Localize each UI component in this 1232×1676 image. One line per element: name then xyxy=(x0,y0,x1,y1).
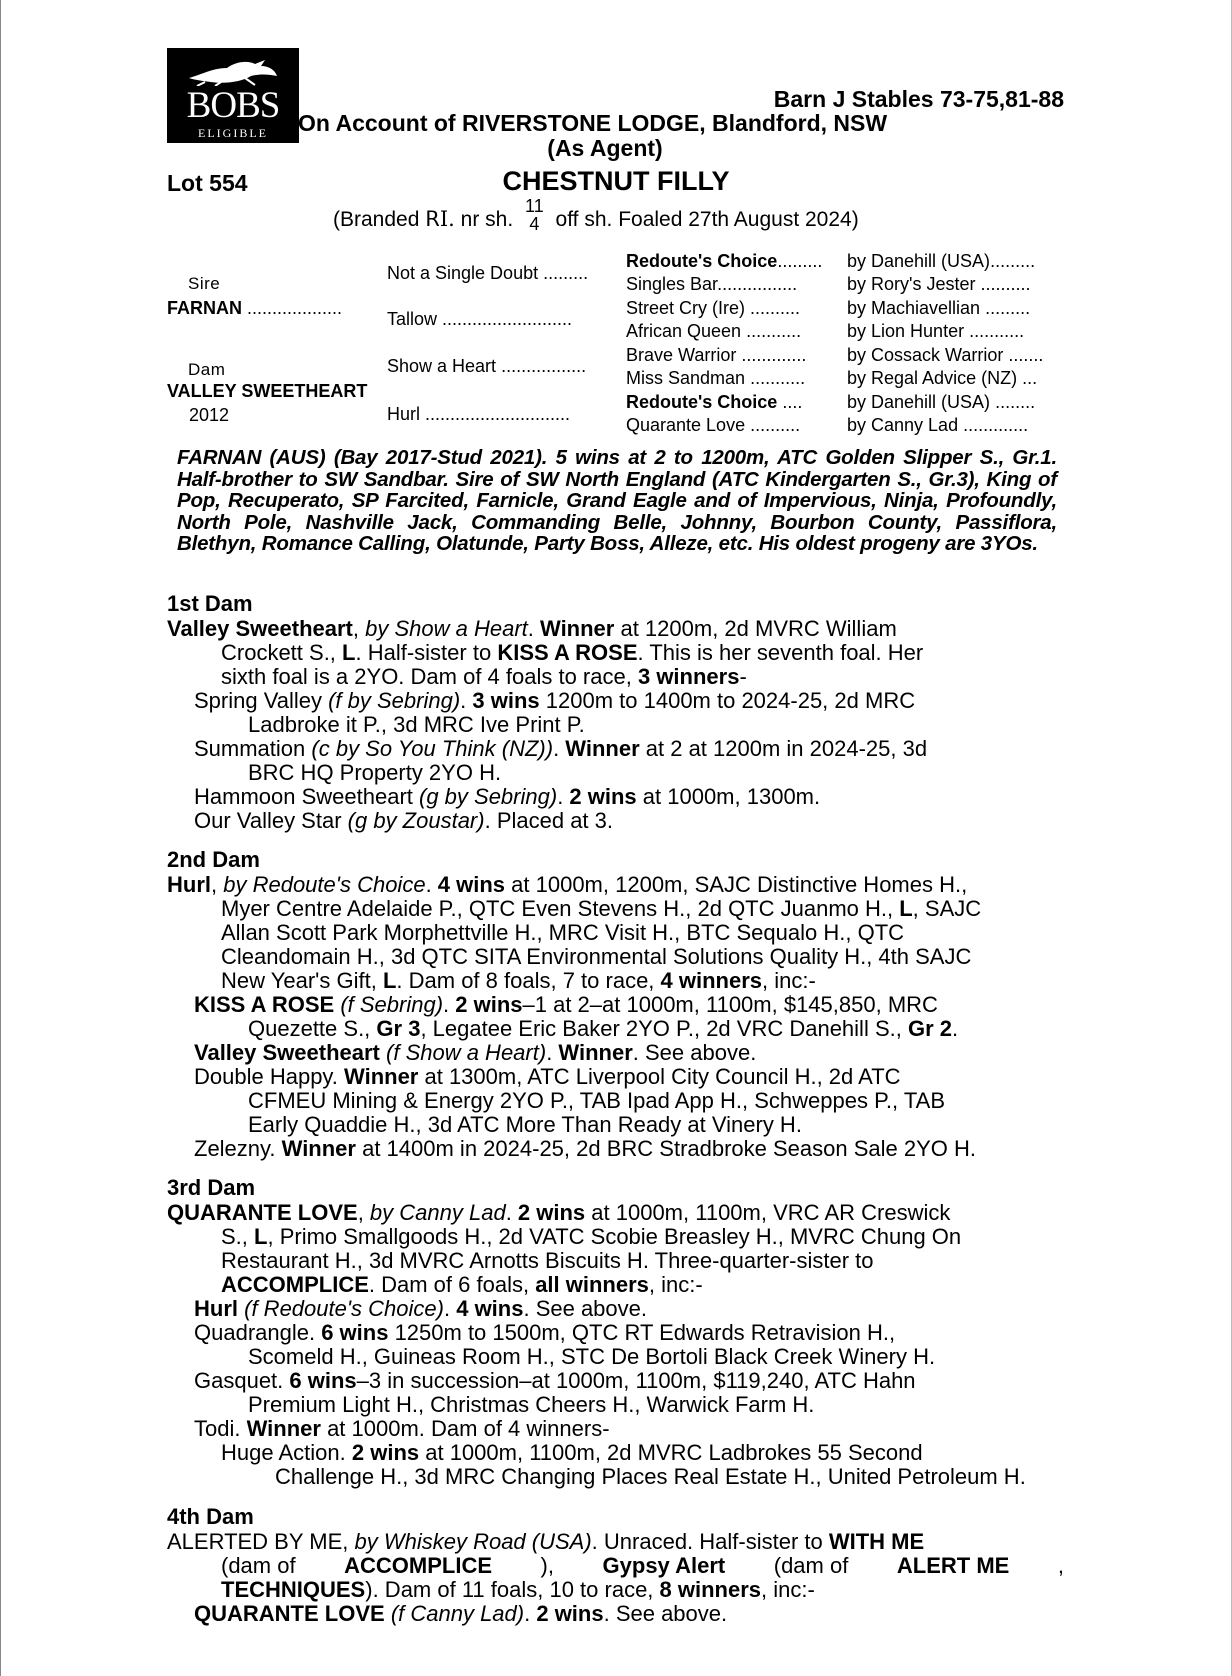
dam4-text-2d: , xyxy=(1057,1553,1064,1578)
dam-dam-text: Hurl xyxy=(387,404,421,424)
progeny-wins: 4 wins xyxy=(456,1296,524,1321)
barn-location: Barn J Stables 73-75,81-88 xyxy=(773,86,1064,112)
dam1-text-1: at 1200m, 2d MVRC William xyxy=(614,616,897,641)
dam2-text-2a: Myer Centre Adelaide P., QTC Even Stevens H., 2d QTC Juanmo H., xyxy=(221,896,900,921)
progeny-wins: 6 wins xyxy=(289,1368,357,1393)
brand-foaled: off sh. Foaled 27th August 2024) xyxy=(555,208,859,231)
progeny-name: Spring Valley xyxy=(194,688,329,713)
ped-g2-2: Singles Bar................ xyxy=(626,274,798,294)
ped-g3-1-text: by Danehill (USA) xyxy=(847,251,991,271)
sire-dam-text: Tallow xyxy=(387,309,438,329)
progeny-text: at 1000m. Dam of 4 winners- xyxy=(320,1416,610,1441)
ped-g3-6: by Regal Advice (NZ) ... xyxy=(847,368,1038,388)
progeny-text: . See above. xyxy=(632,1040,757,1065)
dam3-line-2 xyxy=(221,1225,961,1249)
sire-sire: Not a Single Doubt ......... xyxy=(387,263,589,283)
dam1-sire: by Show a Heart xyxy=(365,616,528,641)
dam4-with-me: WITH ME xyxy=(828,1529,925,1554)
dam1-line-3 xyxy=(221,665,747,689)
dam1-winner: Winner xyxy=(540,616,615,641)
dam2-progeny-3 xyxy=(194,1065,901,1089)
dam4-line-3 xyxy=(221,1578,815,1602)
progeny-name: QUARANTE LOVE xyxy=(194,1601,385,1626)
ped-g3-5: by Cossack Warrior ....... xyxy=(847,345,1044,365)
ped-g2-7-text: Redoute's Choice xyxy=(626,392,778,412)
dam3-line-4 xyxy=(221,1273,703,1297)
progeny-sire: (c by So You Think (NZ)) xyxy=(311,736,554,761)
dam1-progeny-3: Hammoon Sweetheart (g by Sebring). 2 wins at 1000m, 1300m. xyxy=(194,784,821,809)
dam3-grandprogeny-1-cont: Challenge H., 3d MRC Changing Places Real Estate H., United Petroleum H. xyxy=(275,1464,1026,1489)
dam4-text-3a: ). Dam of 11 foals, 10 to race, xyxy=(365,1577,660,1602)
brand-prefix: (Branded xyxy=(333,208,420,231)
progeny-sire: (g by Zoustar) xyxy=(347,808,485,833)
ped-g2-6-text: Miss Sandman xyxy=(626,368,746,388)
sire-name-text: FARNAN xyxy=(167,298,242,318)
dam3-line-3: Restaurant H., 3d MVRC Arnotts Biscuits H. Three-quarter-sister to xyxy=(221,1248,874,1273)
dam3-text-4a: . Dam of 6 foals, xyxy=(368,1272,536,1297)
section-2nd-dam: 2nd Dam xyxy=(167,847,260,872)
dam2-name: Hurl xyxy=(167,872,211,897)
dam2-progeny-4 xyxy=(194,1137,976,1161)
dam4-sire: by Whiskey Road (USA) xyxy=(354,1529,592,1554)
dam-sire: Show a Heart ................. xyxy=(387,356,587,376)
dam3-progeny-2-cont: Scomeld H., Guineas Room H., STC De Bortoli Black Creek Winery H. xyxy=(248,1344,936,1369)
dam-sire-text: Show a Heart xyxy=(387,356,497,376)
dam2-sire: by Redoute's Choice xyxy=(223,872,426,897)
dam1-text-4: . This is her seventh foal. Her xyxy=(637,640,924,665)
progeny-winner: Winner xyxy=(558,1040,633,1065)
progeny-text: 1250m to 1500m, QTC RT Edwards Retravision H., xyxy=(388,1320,896,1345)
dam4-text-1: . Unraced. Half-sister to xyxy=(591,1529,829,1554)
progeny-name: Quadrangle. xyxy=(194,1320,322,1345)
ped-g2-8-text: Quarante Love xyxy=(626,415,746,435)
dam2-line-3: Allan Scott Park Morphettville H., MRC Visit H., BTC Sequalo H., QTC xyxy=(221,920,905,945)
dam1-progeny-2-cont: BRC HQ Property 2YO H. xyxy=(248,760,502,785)
brand-number-top: 11 xyxy=(525,196,544,217)
progeny-wins: 2 wins xyxy=(536,1601,604,1626)
progeny-text: at 1000m, 1300m. xyxy=(636,784,821,809)
dam-name xyxy=(167,380,367,402)
dam2-progeny-3-cont-1: CFMEU Mining & Energy 2YO P., TAB Ipad App H., Schweppes P., TAB xyxy=(248,1088,946,1113)
dam1-progeny-2: Summation (c by So You Think (NZ)). Winner at 2 at 1200m in 2024-25, 3d xyxy=(194,736,928,761)
ped-g3-4: by Lion Hunter ........... xyxy=(847,321,1025,341)
dam1-listed: L xyxy=(342,640,356,665)
progeny-wins: 2 wins xyxy=(351,1440,420,1465)
dam3-name: QUARANTE LOVE xyxy=(167,1200,358,1225)
dam1-progeny-1-cont: Ladbroke it P., 3d MRC Ive Print P. xyxy=(248,712,585,737)
progeny-sire: (f Show a Heart) xyxy=(386,1040,547,1065)
dam2-line-2 xyxy=(221,897,981,921)
section-1st-dam: 1st Dam xyxy=(167,591,253,616)
bobs-eligible-logo xyxy=(167,48,299,143)
progeny-name: KISS A ROSE xyxy=(194,992,335,1017)
progeny-wins: 6 wins xyxy=(321,1320,389,1345)
dam3-progeny-2 xyxy=(194,1321,895,1345)
sire-summary: FARNAN (AUS) (Bay 2017-Stud 2021). 5 wins at 2 to 1200m, ATC Golden Slipper S., Gr.1. Half-brother to SW Sandbar. Sire of SW North England (ATC Kindergarten S., Gr.3), King of Pop, Recuperato, SP Farcited, Farnicle, Grand Eagle and of Impervious, Ninja, Profoundly, North Pole, Nashville Jack, Commanding Belle, Johnny, Bourbon County, Passiflora, Blethyn, Romance Calling, Olatunde, Party Boss, Alleze, etc. His oldest progeny are 3YOs. xyxy=(177,446,1057,555)
dam4-techniques: TECHNIQUES xyxy=(221,1577,366,1602)
dam4-text-3b: , inc:- xyxy=(761,1577,815,1602)
dam3-text-1: at 1000m, 1100m, VRC AR Creswick xyxy=(585,1200,951,1225)
progeny-text: at 2 at 1200m in 2024-25, 3d xyxy=(639,736,928,761)
progeny-text: at 1400m in 2024-25, 2d BRC Stradbroke Season Sale 2YO H. xyxy=(355,1136,977,1161)
dam3-progeny-1: Hurl (f Redoute's Choice). 4 wins. See above. xyxy=(194,1296,648,1321)
ped-g3-6-text: by Regal Advice (NZ) xyxy=(847,368,1018,388)
dam3-line-1: QUARANTE LOVE, by Canny Lad. 2 wins at 1000m, 1100m, VRC AR Creswick xyxy=(167,1200,951,1225)
ped-g3-5-text: by Cossack Warrior xyxy=(847,345,1004,365)
dam1-text-3: . Half-sister to xyxy=(355,640,498,665)
dam2-winners: 4 winners xyxy=(660,968,763,993)
progeny-name: Summation xyxy=(194,736,312,761)
dam2-text-1: at 1000m, 1200m, SAJC Distinctive Homes H., xyxy=(505,872,968,897)
progeny-sire: (f Canny Lad) xyxy=(390,1601,525,1626)
racehorse-icon xyxy=(185,56,281,86)
ped-g3-1: by Danehill (USA)......... xyxy=(847,251,1036,271)
dam2-line-5 xyxy=(221,969,816,993)
ped-g3-4-text: by Lion Hunter xyxy=(847,321,965,341)
progeny-text: Quezette S., xyxy=(248,1016,377,1041)
dam-name-text: VALLEY SWEETHEART xyxy=(167,381,368,401)
dam3-grandprogeny-1 xyxy=(221,1441,923,1465)
dam4-text-2c: (dam of xyxy=(773,1553,849,1578)
progeny-winner: Winner xyxy=(246,1416,321,1441)
progeny-text: , Legatee Eric Baker 2YO P., 2d VRC Danehill S., xyxy=(420,1016,908,1041)
brand-near-shoulder: nr sh. xyxy=(460,208,514,231)
dam3-sire: by Canny Lad xyxy=(369,1200,506,1225)
ped-g3-3: by Machiavellian ......... xyxy=(847,298,1031,318)
dam1-halfsister: KISS A ROSE xyxy=(497,640,638,665)
logo-word: BOBS xyxy=(186,85,280,126)
dam2-progeny-3-cont-2: Early Quaddie H., 3d ATC More Than Ready at Vinery H. xyxy=(248,1112,802,1137)
group-2: Gr 2 xyxy=(907,1016,952,1041)
dam4-accomplice: ACCOMPLICE xyxy=(344,1553,493,1578)
dam4-gypsy-alert: Gypsy Alert xyxy=(602,1553,726,1578)
progeny-text: 1200m to 1400m to 2024-25, 2d MRC xyxy=(539,688,916,713)
dam2-listed-2: L xyxy=(382,968,397,993)
dam2-progeny-2: Valley Sweetheart (f Show a Heart). Winner. See above. xyxy=(194,1040,757,1065)
progeny-text: . See above. xyxy=(523,1296,648,1321)
progeny-text: . xyxy=(951,1016,959,1041)
progeny-text: –1 at 2–at 1000m, 1100m, $145,850, MRC xyxy=(522,992,938,1017)
ped-g3-8-text: by Canny Lad xyxy=(847,415,959,435)
dam2-wins: 4 wins xyxy=(437,872,506,897)
progeny-winner: Winner xyxy=(565,736,640,761)
vendor-agent: (As Agent) xyxy=(547,135,663,161)
dam1-winners: 3 winners xyxy=(637,664,740,689)
dam1-progeny-4 xyxy=(194,809,613,833)
dam4-progeny-1: QUARANTE LOVE (f Canny Lad). 2 wins. See above. xyxy=(194,1601,728,1626)
ped-g3-2: by Rory's Jester .......... xyxy=(847,274,1031,294)
dam3-progeny-3 xyxy=(194,1369,916,1393)
dam3-all-winners: all winners xyxy=(535,1272,649,1297)
progeny-text: at 1000m, 1100m, 2d MVRC Ladbrokes 55 Second xyxy=(419,1440,923,1465)
sire-dam: Tallow .......................... xyxy=(387,309,573,329)
dam3-text-4b: , inc:- xyxy=(648,1272,703,1297)
dam2-line-1: Hurl, by Redoute's Choice. 4 wins at 1000m, 1200m, SAJC Distinctive Homes H., xyxy=(167,872,968,897)
dam3-accomplice: ACCOMPLICE xyxy=(221,1272,369,1297)
dam2-text-5c: , inc:- xyxy=(762,968,816,993)
progeny-sire: (f by Sebring) xyxy=(328,688,461,713)
progeny-name: Double Happy. xyxy=(194,1064,345,1089)
ped-g2-4-text: African Queen xyxy=(626,321,742,341)
progeny-text: –3 in succession–at 1000m, 1100m, $119,240, ATC Hahn xyxy=(356,1368,916,1393)
dam3-listed: L xyxy=(254,1224,268,1249)
dam2-progeny-1-cont xyxy=(248,1017,958,1041)
dam4-text-2b: ), xyxy=(540,1553,554,1578)
dam3-wins: 2 wins xyxy=(517,1200,586,1225)
ped-g2-3-text: Street Cry (Ire) xyxy=(626,298,746,318)
ped-g2-6: Miss Sandman ........... xyxy=(626,368,806,388)
dam1-progeny-1: Spring Valley (f by Sebring). 3 wins 1200m to 1400m to 2024-25, 2d MRC xyxy=(194,688,916,713)
dam4-winners: 8 winners xyxy=(659,1577,762,1602)
dam4-text-2a: (dam of xyxy=(221,1553,296,1578)
group-3: Gr 3 xyxy=(376,1016,421,1041)
progeny-winner: Winner xyxy=(344,1064,419,1089)
sire-sire-text: Not a Single Doubt xyxy=(387,263,539,283)
brand-number-bottom: 4 xyxy=(529,214,540,235)
progeny-wins: 3 wins xyxy=(472,688,540,713)
ped-g2-4: African Queen ........... xyxy=(626,321,802,341)
progeny-winner: Winner xyxy=(281,1136,356,1161)
ped-g2-1: Redoute's Choice......... xyxy=(626,251,823,271)
progeny-sire: (f Redoute's Choice) xyxy=(244,1296,444,1321)
horse-description: CHESTNUT FILLY xyxy=(502,166,730,196)
progeny-name: Hammoon Sweetheart xyxy=(194,784,419,809)
progeny-name: Zelezny. xyxy=(194,1136,282,1161)
progeny-name: Hurl xyxy=(194,1296,238,1321)
dam4-line-1: ALERTED BY ME, by Whiskey Road (USA). Unraced. Half-sister to WITH ME xyxy=(167,1529,925,1554)
dam4-name: ALERTED BY ME xyxy=(167,1529,343,1554)
dam4-alert-me: ALERT ME xyxy=(896,1553,1010,1578)
sire-name: FARNAN ................... xyxy=(167,298,343,318)
progeny-text: . See above. xyxy=(603,1601,728,1626)
ped-g2-2-text: Singles Bar xyxy=(626,274,718,294)
dam1-line-1: Valley Sweetheart, by Show a Heart. Winner at 1200m, 2d MVRC William xyxy=(167,616,897,641)
ped-g2-8: Quarante Love .......... xyxy=(626,415,801,435)
dam1-text-5: sixth foal is a 2YO. Dam of 4 foals to race, xyxy=(221,664,638,689)
dam1-line-2 xyxy=(221,641,923,665)
dam3-text-2a: S., xyxy=(221,1224,255,1249)
progeny-name: Huge Action. xyxy=(221,1440,352,1465)
dam-year: 2012 xyxy=(189,405,230,425)
ped-g3-8: by Canny Lad ............. xyxy=(847,415,1029,435)
dam2-text-2b: , SAJC xyxy=(912,896,982,921)
dam-dam: Hurl ............................. xyxy=(387,404,571,424)
dam3-progeny-3-cont: Premium Light H., Christmas Cheers H., Warwick Farm H. xyxy=(248,1392,815,1417)
ped-g3-2-text: by Rory's Jester xyxy=(847,274,976,294)
dam2-progeny-1: KISS A ROSE (f Sebring). 2 wins–1 at 2–at 1000m, 1100m, $145,850, MRC xyxy=(194,992,938,1017)
dam2-text-5b: . Dam of 8 foals, 7 to race, xyxy=(396,968,661,993)
progeny-name: Our Valley Star xyxy=(194,808,348,833)
brand-number xyxy=(525,197,544,233)
dam2-line-4: Cleandomain H., 3d QTC SITA Environmental Solutions Quality H., 4th SAJC xyxy=(221,944,972,969)
dam1-name: Valley Sweetheart xyxy=(167,616,353,641)
ped-g2-5-text: Brave Warrior xyxy=(626,345,737,365)
section-4th-dam: 4th Dam xyxy=(167,1504,254,1529)
ped-g2-7: Redoute's Choice .... xyxy=(626,392,803,412)
progeny-text: at 1300m, ATC Liverpool City Council H., 2d ATC xyxy=(418,1064,901,1089)
ped-g2-3: Street Cry (Ire) .......... xyxy=(626,298,801,318)
dam1-text-2: Crockett S., xyxy=(221,640,343,665)
progeny-name: Todi. xyxy=(194,1416,247,1441)
progeny-name: Gasquet. xyxy=(194,1368,290,1393)
ped-g3-7-text: by Danehill (USA) xyxy=(847,392,991,412)
dam3-progeny-4 xyxy=(194,1417,610,1441)
progeny-sire: (f Sebring) xyxy=(340,992,444,1017)
ped-g2-1-text: Redoute's Choice xyxy=(626,251,778,271)
progeny-name: Valley Sweetheart xyxy=(194,1040,380,1065)
ped-g3-7: by Danehill (USA) ........ xyxy=(847,392,1036,412)
logo-subtitle: ELIGIBLE xyxy=(198,126,268,140)
progeny-text: . Placed at 3. xyxy=(484,808,614,833)
dam-label: Dam xyxy=(188,360,226,379)
dam1-text-6: - xyxy=(739,664,747,689)
brand-info xyxy=(333,196,859,235)
lot-number: Lot 554 xyxy=(167,170,248,196)
dam2-text-5a: New Year's Gift, xyxy=(221,968,383,993)
dam3-text-2b: , Primo Smallgoods H., 2d VATC Scobie Breasley H., MVRC Chung On xyxy=(267,1224,962,1249)
vendor-account: On Account of RIVERSTONE LODGE, Blandford, NSW xyxy=(298,110,888,136)
section-3rd-dam: 3rd Dam xyxy=(167,1175,256,1200)
ped-g3-3-text: by Machiavellian xyxy=(847,298,981,318)
progeny-sire: (g by Sebring) xyxy=(419,784,558,809)
sire-label: Sire xyxy=(188,274,221,293)
ped-g2-5: Brave Warrior ............. xyxy=(626,345,807,365)
dam2-listed-1: L xyxy=(899,896,913,921)
dam4-line-2 xyxy=(221,1554,1064,1578)
brand-mark: ꓣI. xyxy=(425,207,455,231)
progeny-wins: 2 wins xyxy=(455,992,523,1017)
progeny-wins: 2 wins xyxy=(569,784,637,809)
